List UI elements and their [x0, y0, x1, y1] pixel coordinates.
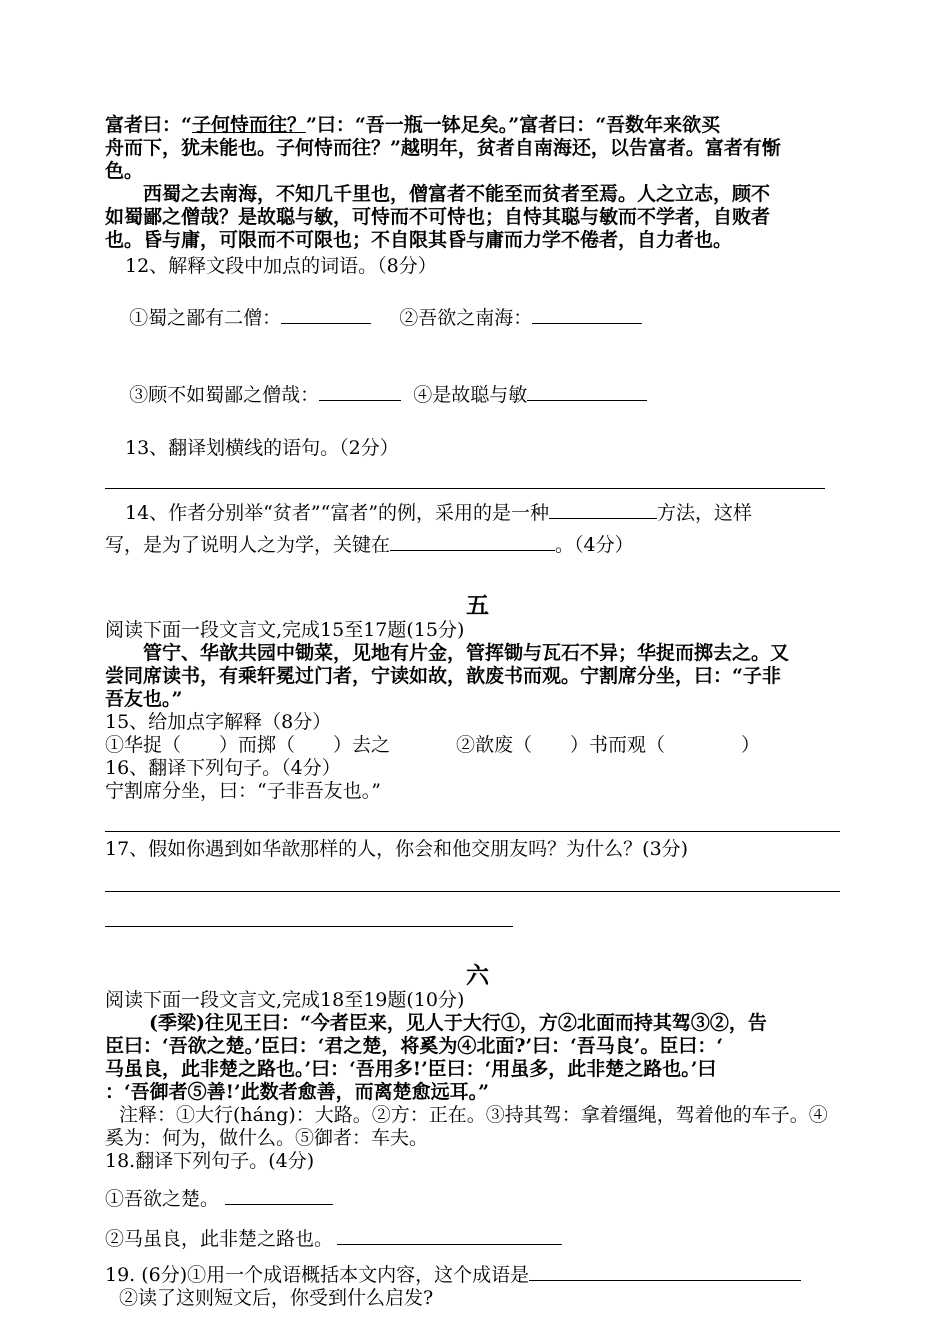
section6-intro: 阅读下面一段文言文,完成18至19题(10分) — [105, 989, 465, 1011]
passage1-line: 舟而下，犹未能也。子何恃而往？”越明年，贫者自南海还，以告富者。富者有惭 — [105, 137, 781, 159]
section-five-title: 五 — [466, 592, 489, 619]
passage2-line: 管宁、华歆共园中锄菜，见地有片金，管挥锄与瓦石不异；华捉而掷去之。又 — [143, 642, 790, 664]
annotation-line: 奚为：何为，做什么。⑤御者：车夫。 — [105, 1127, 429, 1149]
passage2-line: 吾友也。” — [105, 688, 183, 710]
answer-blank[interactable] — [532, 306, 642, 324]
annotation-line: 注释：①大行(háng)：大路。②方：正在。③持其驾：拿着缰绳，驾着他的车子。④ — [119, 1104, 828, 1126]
text: 。（4分） — [555, 534, 634, 556]
q12-item-4: ④是故聪与敏 — [413, 384, 528, 406]
q19-line1 — [105, 1263, 850, 1287]
answer-blank[interactable] — [529, 1263, 801, 1281]
text: ②马虽良，此非楚之路也。 — [105, 1228, 334, 1250]
passage1-line — [105, 114, 850, 137]
q15-item-a: ①华捉（ ）而掷（ ）去之 — [105, 734, 391, 756]
section-six-title: 六 — [466, 962, 489, 989]
passage2-line: 尝同席读书，有乘轩冕过门者，宁读如故，歆废书而观。宁割席分坐，曰：“子非 — [105, 665, 781, 687]
text: 方法，这样 — [657, 502, 753, 524]
underlined-sentence: 子何恃而往？ — [191, 114, 306, 136]
q14-line1 — [105, 501, 850, 525]
passage3-line: 臣曰：‘吾欲之楚。’臣曰：‘君之楚，将奚为④北面?’曰：‘吾马良’。臣曰：‘ — [105, 1035, 723, 1057]
q12-answers-row2 — [105, 360, 850, 430]
q12-item-1: ①蜀之鄙有二僧： — [129, 307, 282, 329]
passage3-line: 马虽良，此非楚之路也。’曰：‘吾用多!’臣曰：‘用虽多，此非楚之路也。’曰 — [105, 1058, 717, 1080]
passage1-line: 色。 — [105, 160, 144, 182]
q16-answer-line[interactable] — [105, 803, 840, 832]
q15-items — [105, 734, 850, 757]
q13-answer-line[interactable] — [105, 460, 825, 489]
answer-blank[interactable] — [337, 1227, 562, 1245]
answer-blank[interactable] — [225, 1187, 333, 1205]
q19-line2: ②读了这则短文后，你受到什么启发? — [119, 1287, 434, 1309]
answer-blank[interactable] — [527, 383, 647, 401]
passage3-line: (季梁)往见王曰：“今者臣来，见人于大行①，方②北面而持其驾③②，告 — [149, 1012, 767, 1034]
section5-intro: 阅读下面一段文言文,完成15至17题(15分) — [105, 619, 465, 641]
text: 富者曰：“ — [105, 114, 192, 136]
q15-stem: 15、给加点字解释（8分） — [105, 711, 332, 733]
passage1-line: 西蜀之去南海，不知几千里也，僧富者不能至而贫者至焉。人之立志，顾不 — [143, 183, 771, 205]
q17-stem: 17、假如你遇到如华歆那样的人，你会和他交朋友吗？为什么？(3分) — [105, 838, 689, 860]
q15-item-b: ②歆废（ ）书而观（ ） — [456, 734, 761, 756]
q17-answer-line[interactable] — [105, 861, 840, 892]
text: 19. (6分)①用一个成语概括本文内容，这个成语是 — [105, 1264, 530, 1286]
answer-blank[interactable] — [390, 533, 555, 551]
answer-blank[interactable] — [319, 383, 401, 401]
text: 14、作者分别举“贫者”“富者”的例，采用的是一种 — [125, 502, 550, 524]
text: 写，是为了说明人之为学，关键在 — [105, 534, 391, 556]
exam-page — [105, 114, 850, 1310]
q12-stem: 12、解释文段中加点的词语。（8分） — [125, 255, 437, 277]
q18-item-1 — [105, 1187, 850, 1211]
text: ①吾欲之楚。 — [105, 1188, 220, 1210]
q17-answer-line[interactable] — [105, 892, 513, 927]
q16-sentence: 宁割席分坐，曰：“子非吾友也。” — [105, 780, 381, 802]
answer-blank[interactable] — [281, 306, 371, 324]
q12-item-3: ③顾不如蜀鄙之僧哉： — [129, 384, 320, 406]
q18-item-2 — [105, 1227, 850, 1251]
passage3-line: ：‘吾御者⑤善!’此数者愈善，而离楚愈远耳。” — [105, 1081, 489, 1103]
passage1-line: 也。昏与庸，可限而不可限也；不自限其昏与庸而力学不倦者，自力者也。 — [105, 229, 733, 251]
q18-stem: 18.翻译下列句子。(4分) — [105, 1150, 315, 1172]
answer-blank[interactable] — [549, 501, 657, 519]
q14-line2 — [105, 533, 850, 557]
q12-item-2: ②吾欲之南海： — [399, 307, 533, 329]
passage1-line: 如蜀鄙之僧哉？是故聪与敏，可恃而不可恃也；自恃其聪与敏而不学者，自败者 — [105, 206, 771, 228]
q13-stem: 13、翻译划横线的语句。（2分） — [125, 437, 399, 459]
text: ”曰：“吾一瓶一钵足矣。”富者曰：“吾数年来欲买 — [305, 114, 721, 136]
q16-stem: 16、翻译下列句子。（4分） — [105, 757, 341, 779]
q12-answers-row1 — [105, 283, 850, 353]
